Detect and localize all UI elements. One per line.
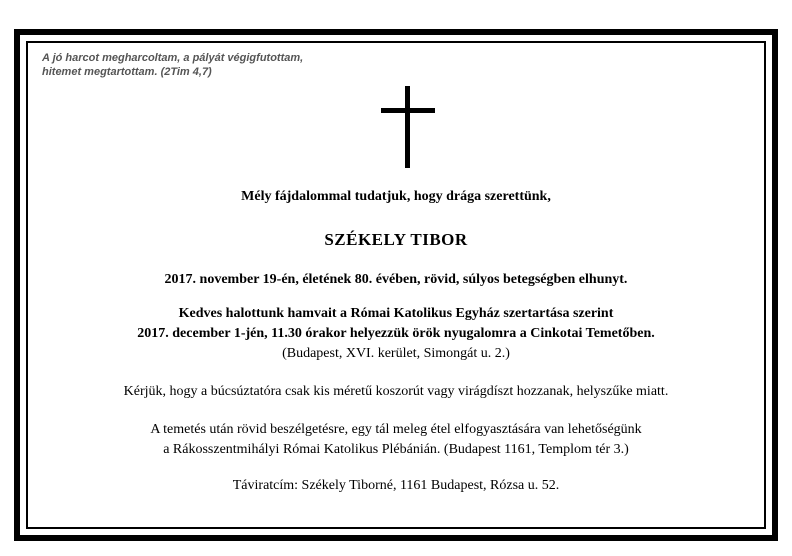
meal-line-2: a Rákosszentmihályi Római Katolikus Plébánián. (Budapest 1161, Templom tér 3.) <box>163 442 629 457</box>
bible-quote-line-1: A jó harcot megharcoltam, a pályát végigfutottam, <box>42 52 304 64</box>
notice-frame <box>14 29 778 541</box>
death-notice: 2017. november 19-én, életének 80. évében, rövid, súlyos betegségben elhunyt. <box>164 272 628 287</box>
deceased-name: SZÉKELY TIBOR <box>324 230 468 249</box>
intro-text: Mély fájdalommal tudatjuk, hogy drága szerettünk, <box>241 189 551 204</box>
cemetery-address: (Budapest, XVI. kerület, Simongát u. 2.) <box>282 346 510 361</box>
notice-inner-border <box>26 41 766 529</box>
bible-quote-line-2: hitemet megtartottam. (2Tim 4,7) <box>42 66 212 78</box>
funeral-line-2: 2017. december 1-jén, 11.30 órakor helyezzük örök nyugalomra a Cinkotai Temetőben. <box>137 326 655 341</box>
wreath-request: Kérjük, hogy a búcsúztatóra csak kis méretű koszorút vagy virágdíszt hozzanak, helyszűke miatt. <box>123 384 669 399</box>
telegram-address: Táviratcím: Székely Tiborné, 1161 Budapest, Rózsa u. 52. <box>232 478 560 493</box>
bible-quote <box>42 51 303 79</box>
cross-icon <box>381 86 435 168</box>
meal-line-1: A temetés után rövid beszélgetésre, egy tál meleg étel elfogyasztására van lehetőségünk <box>150 422 642 437</box>
funeral-line-1: Kedves halottunk hamvait a Római Katolikus Egyház szertartása szerint <box>178 306 614 321</box>
